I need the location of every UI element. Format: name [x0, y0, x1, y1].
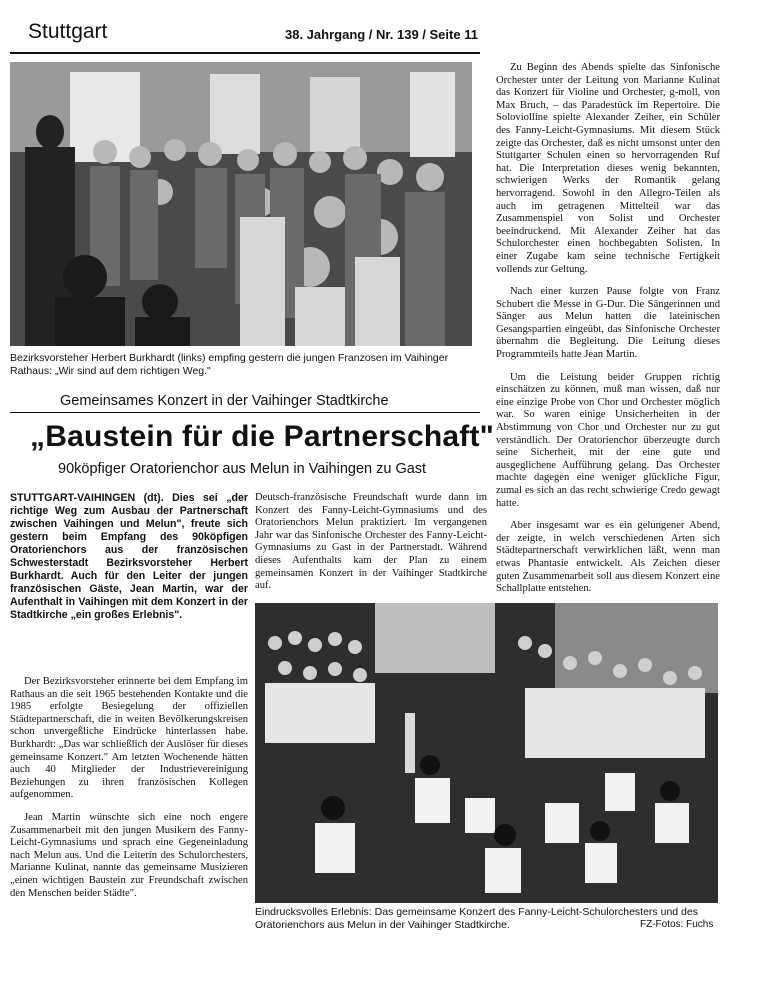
issue-info: 38. Jahrgang / Nr. 139 / Seite 11: [285, 27, 478, 42]
article-lead: STUTTGART-VAIHINGEN (dt). Dies sei „der richtige Weg zum Ausbau der Partnerschaft zwischen Vaihingen und Melun", freute sich gestern beim Empfang des 90köpfigen Oratorienchors aus der französischen Schwesterstadt Bezirksvorsteher Herbert Burkhardt. Auch für den Leiter der jungen französischen Gäste, Jean Martin, war der Aufenthalt in Vaihingen mit dem Konzert in der Stadtkirche „ein großes Erlebnis".: [10, 492, 248, 621]
right-paragraph-3: Um die Leistung beider Gruppen richtig einschätzen zu können, muß man wissen, daß nur eine einzige Probe von Chor und Orchester möglich war. So waren einige Unsicherheiten in der Abstimmung von Chor und Orchester nur zu gut verständlich. Der Oratorienchor überzeugte durch seine Sicherheit, mit der eine gute und ausgeglichene Aufführung gelang. Das Orchester machte dagegen eine weniger glückliche Figur, zumal es sich an das recht schwierige Credo gewagt hatte.: [496, 371, 720, 509]
middle-column: [255, 492, 487, 603]
middle-paragraph-1: Deutsch-französische Freundschaft wurde dann im Konzert des Fanny-Leicht-Gymnasiums und des Oratorienchors Melun praktiziert. Im vergangenen Jahr war das Sinfonische Orchester des Fanny-Leicht-Gymnasiums zu Gast in der Partnerstadt. Während dieses Aufenthalts kam der Plan zu einem gemeinsamen Konzert in der Vaihinger Stadtkirche auf.: [255, 492, 487, 592]
article-kicker: Gemeinsames Konzert in der Vaihinger Stadtkirche: [60, 393, 389, 409]
header-rule: [10, 52, 480, 54]
article-subhead: 90köpfiger Oratorienchor aus Melun in Vaihingen zu Gast: [58, 461, 427, 477]
right-paragraph-4: Aber insgesamt war es ein gelungener Abend, der zeigte, in welch verschiedenen Arten sich Städtepartnerschaft verwirklichen läßt, wenn man etwas Phantasie entwickelt. Als Zeichen dieser guten Zusammenarbeit soll aus diesem Konzert eine Schallplatte entstehen.: [496, 520, 720, 595]
kicker-rule: [10, 412, 480, 413]
right-paragraph-2: Nach einer kurzen Pause folgte von Franz Schubert die Messe in G-Dur. Die Sängerinnen und Sänger aus Melun hatten die lateinischen Gesangspartien eingeübt, das Sinfonische Orchester übernahm die Begleitung. Die Leitung dieses Programmteils hatte Jean Martin.: [496, 286, 720, 361]
left-column: [10, 676, 248, 910]
left-paragraph-2: Jean Martin wünschte sich eine noch engere Zusammenarbeit mit den jungen Musikern des Fanny-Leicht-Gymnasiums und sprach eine Gegeneinladung nach Melun aus. Und die Leiterin des Schulorchesters, Marianne Kulinat, nannte das gemeinsame Musizieren „einen wichtigen Baustein zur Freundschaft zwischen den Menschen beider Städte".: [10, 811, 248, 899]
left-paragraph-1: Der Bezirksvorsteher erinnerte bei dem Empfang im Rathaus an die seit 1965 bestehenden Kontakte und die 1985 erfolgte Besiegelung der offiziellen Städtepartnerschaft, die in weiten Bevölkerungskreisen schon unvergeßliche Eindrücke hinterlassen habe. Burkhardt: „Das war schließlich der Auslöser für dieses gemeinsame Konzert." Am letzten Wochenende hätten auch 40 Mitglieder der Industrievereinigung Beziehungen zu ihren französischen Kollegen aufgenommen.: [10, 676, 248, 801]
bottom-photo-caption: Eindrucksvolles Erlebnis: Das gemeinsame Konzert des Fanny-Leicht-Schulorchesters und des Oratorienchors aus Melun in der Vaihinger Stadtkirche.: [255, 906, 698, 931]
section-title: Stuttgart: [28, 20, 108, 43]
concert-photo: [255, 603, 718, 903]
right-column: [496, 62, 720, 606]
top-photo-caption: Bezirksvorsteher Herbert Burkhardt (links) empfing gestern die jungen Franzosen im Vaihinger Rathaus: „Wir sind auf dem richtigen Weg.": [10, 352, 449, 377]
article-headline: „Baustein für die Partnerschaft": [30, 420, 495, 453]
reception-photo: [10, 62, 472, 346]
photo-credit: FZ-Fotos: Fuchs: [640, 919, 714, 930]
right-paragraph-1: Zu Beginn des Abends spielte das Sinfonische Orchester unter der Leitung von Marianne Kulinat das Konzert für Violine und Orchester, g-moll, von Max Bruch, – das Paradestück im Repertoire. Die Soloviolline spielte Alexander Zeiher, ein Schüler des Fanny-Leicht-Gymnasiums. Mit diesem Stück zeigte das Orchester, daß es nicht umsonst unter den Stuttgarter Schulen einen so hervorragenden Ruf hat. Die Interpretation dieses wenig bekannten, schwierigen Werks der Romantik gelang hervorragend. Sowohl in den Allegro-Teilen als auch im getragenen Mittelteil war das Zusammenspiel von Solist und Orchester beeindruckend. Mit Alexander Zeiher hat das Schulorchester einen hochbegabten Solisten. In einer Zugabe kam seine technische Fertigkeit vollends zur Geltung.: [496, 62, 720, 275]
